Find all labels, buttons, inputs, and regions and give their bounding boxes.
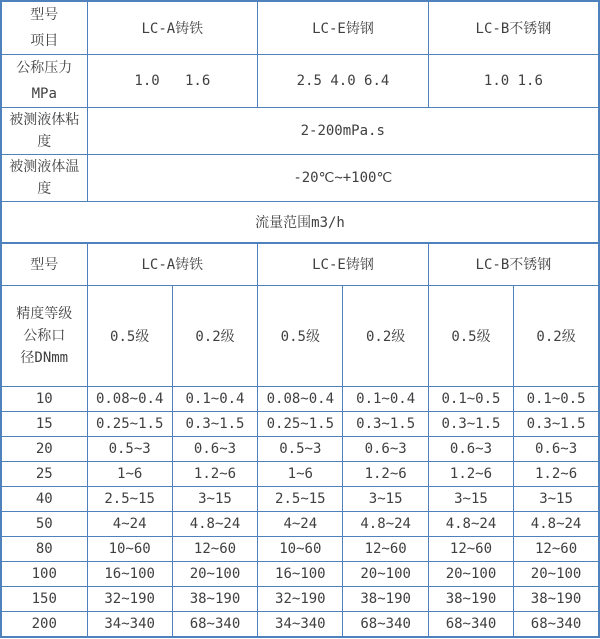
- dn-cell: 200: [1, 612, 87, 637]
- table-row-pressure: [1, 55, 599, 108]
- flow-value-cell: 20~100: [428, 562, 513, 587]
- table-row-dn50: [1, 512, 599, 537]
- flow-value-cell: 0.3~1.5: [428, 412, 513, 437]
- flow-value-cell: 0.25~1.5: [258, 412, 343, 437]
- accuracy-class-cell: 0.2级: [514, 286, 599, 387]
- temperature-label-cell: 被测液体温度: [1, 155, 87, 202]
- flow-value-cell: 1.2~6: [343, 462, 428, 487]
- corner-label-model: 型号: [30, 7, 59, 23]
- model-header-lcb: LC-B不锈钢: [428, 1, 599, 55]
- flow-value-cell: 68~340: [514, 612, 599, 637]
- dn-cell: 150: [1, 587, 87, 612]
- corner-label-item: 项目: [30, 33, 59, 49]
- accuracy-class-cell: 0.2级: [343, 286, 428, 387]
- flow-value-cell: 1~6: [87, 462, 172, 487]
- viscosity-label-cell: 被测液体粘度: [1, 108, 87, 155]
- flow-value-cell: 0.1~0.4: [343, 387, 428, 412]
- dn-cell: 25: [1, 462, 87, 487]
- flow-value-cell: 4.8~24: [172, 512, 257, 537]
- flow-value-cell: 68~340: [343, 612, 428, 637]
- flow-value-cell: 68~340: [172, 612, 257, 637]
- flow-value-cell: 0.1~0.5: [514, 387, 599, 412]
- table-row-flow-range-title: [1, 202, 599, 243]
- dn-cell: 15: [1, 412, 87, 437]
- flow-model-header-lce: LC-E铸钢: [258, 243, 429, 286]
- flow-value-cell: 1.2~6: [514, 462, 599, 487]
- flow-value-cell: 12~60: [343, 537, 428, 562]
- flow-value-cell: 34~340: [87, 612, 172, 637]
- flow-value-cell: 0.6~3: [343, 437, 428, 462]
- diameter-label-line2: 径DNmm: [20, 350, 69, 366]
- accuracy-diameter-label-cell: [1, 286, 87, 387]
- flow-model-header-lca: LC-A铸铁: [87, 243, 258, 286]
- table-row-dn20: [1, 437, 599, 462]
- flow-value-cell: 4.8~24: [428, 512, 513, 537]
- temperature-value-cell: -20℃~+100℃: [87, 155, 599, 202]
- pressure-value-lcb: 1.0 1.6: [428, 55, 599, 108]
- flow-value-cell: 0.6~3: [172, 437, 257, 462]
- dn-cell: 80: [1, 537, 87, 562]
- flow-value-cell: 20~100: [343, 562, 428, 587]
- flow-value-cell: 3~15: [514, 487, 599, 512]
- table-row-dn40: [1, 487, 599, 512]
- flow-value-cell: 0.5~3: [258, 437, 343, 462]
- table-row-model-header-2: [1, 243, 599, 286]
- table-row-dn15: [1, 412, 599, 437]
- flow-value-cell: 16~100: [87, 562, 172, 587]
- pressure-label: 公称压力: [16, 60, 73, 76]
- flow-model-header-lcb: LC-B不锈钢: [428, 243, 599, 286]
- dn-cell: 20: [1, 437, 87, 462]
- flow-value-cell: 1.2~6: [172, 462, 257, 487]
- flow-value-cell: 4.8~24: [343, 512, 428, 537]
- accuracy-class-cell: 0.5级: [428, 286, 513, 387]
- flow-value-cell: 1.2~6: [428, 462, 513, 487]
- table-row-viscosity: [1, 108, 599, 155]
- dn-cell: 100: [1, 562, 87, 587]
- model-label-cell: 型号: [1, 243, 87, 286]
- flow-value-cell: 4.8~24: [514, 512, 599, 537]
- accuracy-class-cell: 0.2级: [172, 286, 257, 387]
- flow-value-cell: 68~340: [428, 612, 513, 637]
- accuracy-class-cell: 0.5级: [258, 286, 343, 387]
- table-row-dn25: [1, 462, 599, 487]
- flow-value-cell: 34~340: [258, 612, 343, 637]
- pressure-value-lca: 1.0 1.6: [87, 55, 258, 108]
- flow-value-cell: 3~15: [428, 487, 513, 512]
- flow-value-cell: 10~60: [258, 537, 343, 562]
- accuracy-label: 精度等级: [16, 306, 73, 322]
- diameter-label-line1: 公称口: [23, 328, 66, 344]
- flow-value-cell: 0.1~0.4: [172, 387, 257, 412]
- flow-range-title-cell: 流量范围m3/h: [1, 202, 599, 243]
- flow-value-cell: 0.6~3: [428, 437, 513, 462]
- flow-value-cell: 4~24: [87, 512, 172, 537]
- flow-value-cell: 0.08~0.4: [258, 387, 343, 412]
- dn-cell: 50: [1, 512, 87, 537]
- pressure-label-cell: [1, 55, 87, 108]
- accuracy-class-cell: 0.5级: [87, 286, 172, 387]
- dn-cell: 40: [1, 487, 87, 512]
- table-row-temperature: [1, 155, 599, 202]
- flow-value-cell: 12~60: [514, 537, 599, 562]
- flow-value-cell: 1~6: [258, 462, 343, 487]
- flow-value-cell: 20~100: [514, 562, 599, 587]
- flow-value-cell: 12~60: [172, 537, 257, 562]
- flow-value-cell: 3~15: [343, 487, 428, 512]
- table-row-dn10: [1, 387, 599, 412]
- flow-value-cell: 2.5~15: [87, 487, 172, 512]
- flow-value-cell: 38~190: [343, 587, 428, 612]
- flow-value-cell: 4~24: [258, 512, 343, 537]
- flow-value-cell: 16~100: [258, 562, 343, 587]
- model-header-lce: LC-E铸钢: [258, 1, 429, 55]
- viscosity-value-cell: 2-200mPa.s: [87, 108, 599, 155]
- dn-cell: 10: [1, 387, 87, 412]
- flow-value-cell: 0.5~3: [87, 437, 172, 462]
- flow-value-cell: 38~190: [428, 587, 513, 612]
- table-row-model-header: [1, 1, 599, 55]
- flow-value-cell: 3~15: [172, 487, 257, 512]
- flow-value-cell: 38~190: [514, 587, 599, 612]
- table-row-dn150: [1, 587, 599, 612]
- flow-value-cell: 0.1~0.5: [428, 387, 513, 412]
- flow-value-cell: 10~60: [87, 537, 172, 562]
- table-row-accuracy-header: [1, 286, 599, 387]
- flow-value-cell: 38~190: [172, 587, 257, 612]
- flow-value-cell: 0.6~3: [514, 437, 599, 462]
- flow-value-cell: 0.3~1.5: [343, 412, 428, 437]
- model-header-lca: LC-A铸铁: [87, 1, 258, 55]
- flow-value-cell: 0.25~1.5: [87, 412, 172, 437]
- flow-value-cell: 32~190: [258, 587, 343, 612]
- pressure-value-lce: 2.5 4.0 6.4: [258, 55, 429, 108]
- flow-value-cell: 0.3~1.5: [514, 412, 599, 437]
- pressure-unit: MPa: [31, 86, 57, 102]
- flow-value-cell: 0.3~1.5: [172, 412, 257, 437]
- flow-value-cell: 0.08~0.4: [87, 387, 172, 412]
- flow-value-cell: 2.5~15: [258, 487, 343, 512]
- table-row-dn100: [1, 562, 599, 587]
- corner-header-cell: [1, 1, 87, 55]
- flow-value-cell: 12~60: [428, 537, 513, 562]
- table-row-dn200: [1, 612, 599, 637]
- flow-value-cell: 20~100: [172, 562, 257, 587]
- table-row-dn80: [1, 537, 599, 562]
- flow-value-cell: 32~190: [87, 587, 172, 612]
